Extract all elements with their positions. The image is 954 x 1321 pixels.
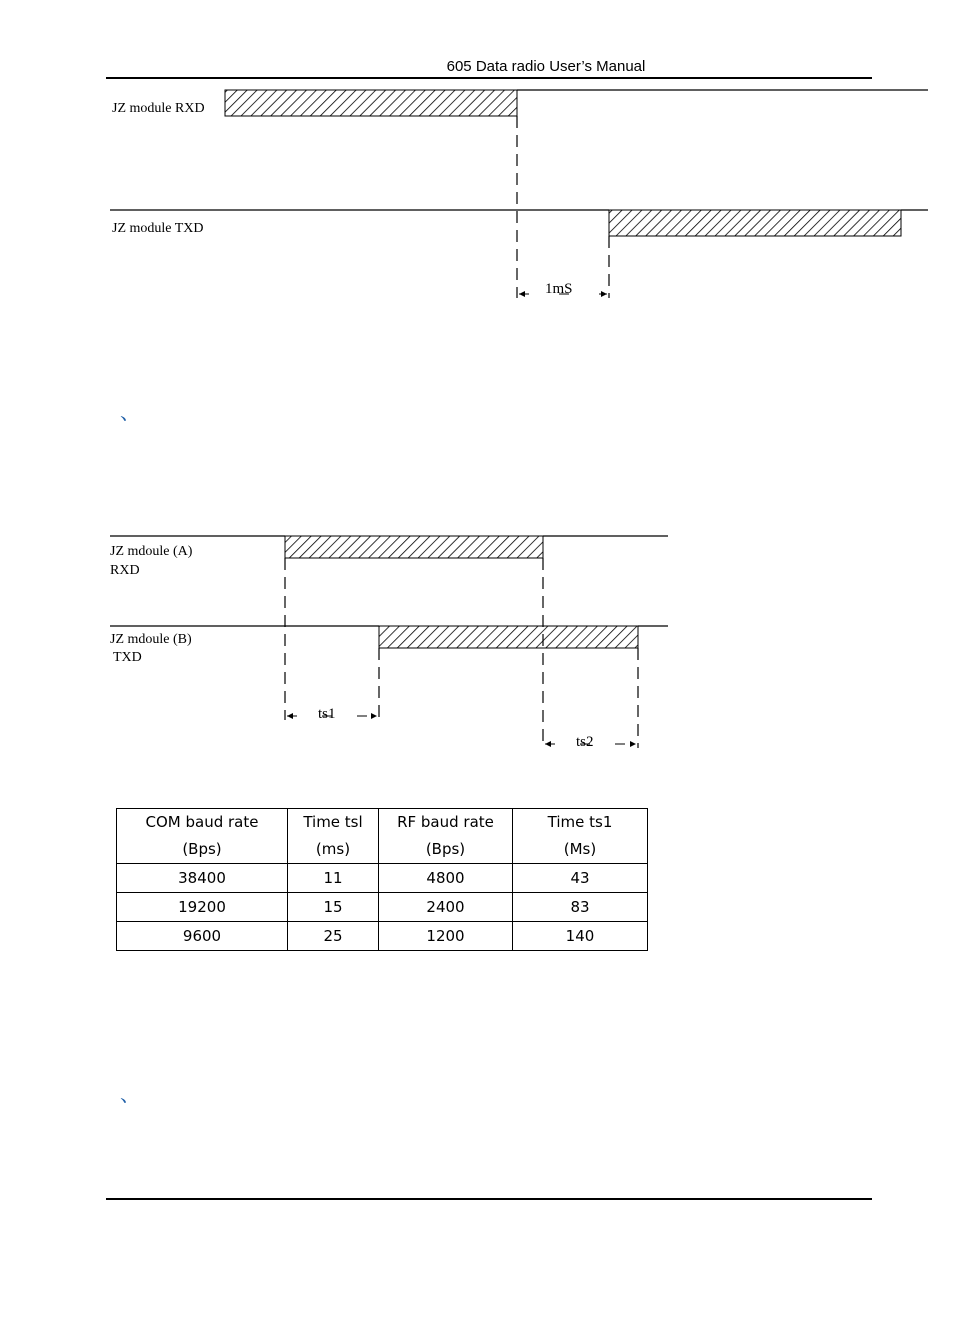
table-cell: 25 [288, 922, 379, 951]
module-a-signal-label: RXD [110, 563, 140, 578]
header-cell: COM baud rate (Bps) [117, 809, 288, 864]
table-row [117, 893, 648, 922]
rxd-signal-label: JZ module RXD [112, 101, 205, 116]
interval-label: 1mS [545, 281, 573, 297]
timing-diagram-2 [0, 520, 700, 760]
table-row [117, 864, 648, 893]
footer-rule [106, 1198, 872, 1200]
txd-data-block [609, 210, 901, 236]
module-b-signal-label: TXD [113, 650, 142, 665]
table-cell: 19200 [117, 893, 288, 922]
table-cell: 83 [513, 893, 648, 922]
header-cell: RF baud rate (Bps) [379, 809, 513, 864]
txd-signal-label: JZ module TXD [112, 221, 204, 236]
table-cell: 43 [513, 864, 648, 893]
table-cell: 140 [513, 922, 648, 951]
section-bullet-1: 、 [120, 400, 140, 424]
rxd-data-block [225, 90, 517, 116]
section-bullet-2: 、 [120, 1082, 140, 1106]
table-cell: 1200 [379, 922, 513, 951]
page-header-title: 605 Data radio User’s Manual [446, 58, 646, 75]
ts2-label: ts2 [576, 734, 594, 750]
ts1-label: ts1 [318, 706, 336, 722]
b-txd-data-block [379, 626, 638, 648]
table-cell: 15 [288, 893, 379, 922]
table-cell: 38400 [117, 864, 288, 893]
module-a-label: JZ mdoule (A) [110, 544, 193, 559]
table-cell: 4800 [379, 864, 513, 893]
baud-rate-table [116, 808, 648, 951]
table-cell: 2400 [379, 893, 513, 922]
table-header-row [117, 809, 648, 864]
header-cell: Time ts1 (Ms) [513, 809, 648, 864]
table-cell: 11 [288, 864, 379, 893]
module-b-label: JZ mdoule (B) [110, 632, 192, 647]
header-cell: Time tsl (ms) [288, 809, 379, 864]
table-row [117, 922, 648, 951]
timing-diagram-1 [0, 0, 954, 330]
table-cell: 9600 [117, 922, 288, 951]
a-rxd-data-block [285, 536, 543, 558]
